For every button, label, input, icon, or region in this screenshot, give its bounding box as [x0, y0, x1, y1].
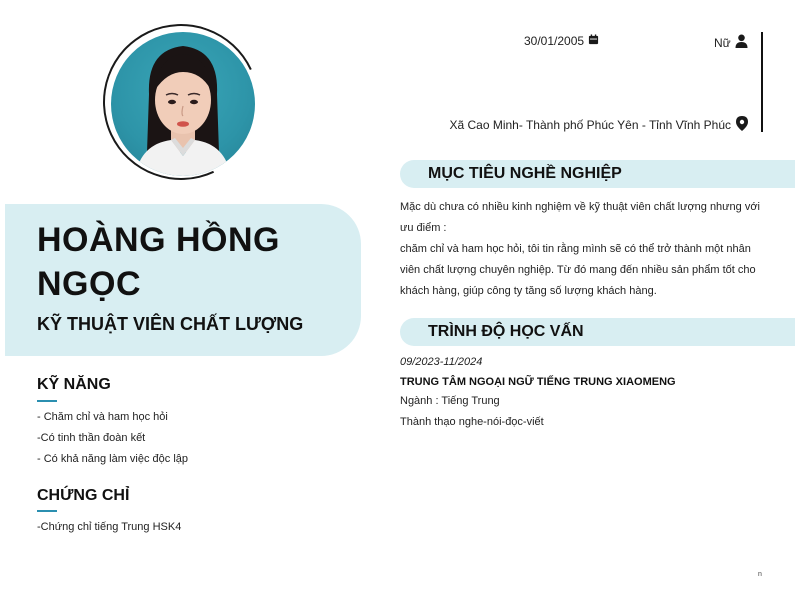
map-pin-icon [736, 116, 748, 134]
skill-item: - Chăm chỉ và ham học hỏi [37, 411, 168, 423]
address-value: Xã Cao Minh- Thành phố Phúc Yên - Tỉnh Vĩnh Phúc [449, 118, 731, 132]
education-period: 09/2023-11/2024 [400, 356, 483, 368]
skill-item: -Có tinh thần đoàn kết [37, 432, 146, 444]
avatar [111, 32, 255, 176]
objective-heading: MỤC TIÊU NGHỀ NGHIỆP [428, 165, 622, 182]
gender [714, 34, 748, 51]
person-icon [735, 34, 748, 51]
education-school: TRUNG TÂM NGOẠI NGỮ TIẾNG TRUNG XIAOMENG [400, 376, 676, 388]
education-detail: Thành thạo nghe-nói-đọc-viết [400, 416, 544, 428]
dob-value: 30/01/2005 [524, 34, 585, 48]
job-title: KỸ THUẬT VIÊN CHẤT LƯỢNG [37, 314, 304, 334]
education-heading: TRÌNH ĐỘ HỌC VẤN [428, 323, 584, 340]
date-of-birth [524, 34, 599, 48]
certificate-item: -Chứng chỉ tiếng Trung HSK4 [37, 521, 182, 533]
objective-text [400, 197, 764, 302]
info-divider [761, 32, 763, 132]
gender-value: Nữ [714, 35, 731, 50]
objective-paragraph: chăm chỉ và ham học hỏi, tôi tin rằng mình sẽ có thể trở thành một nhân viên chất lượng chuyên nghiệp. Từ đó mang đến nhiều sản phẩm tốt cho khách hàng, giúp công ty tăng số lượng khách hàng. [400, 243, 756, 297]
full-name: HOÀNG HỒNG NGỌC [37, 221, 280, 303]
skills-heading: KỸ NĂNG [37, 376, 111, 393]
objective-paragraph: Mặc dù chưa có nhiều kinh nghiệm về kỹ thuật viên chất lượng nhưng với ưu điểm : [400, 201, 760, 234]
calendar-icon [588, 34, 599, 48]
portrait-image [111, 32, 255, 176]
address [449, 116, 748, 134]
education-major: Ngành : Tiếng Trung [400, 395, 500, 407]
skill-item: - Có khả năng làm việc độc lập [37, 453, 189, 465]
skills-underline [37, 400, 57, 402]
certificates-heading: CHỨNG CHỈ [37, 487, 130, 504]
certificates-underline [37, 510, 57, 512]
page-mark: n [758, 571, 762, 578]
